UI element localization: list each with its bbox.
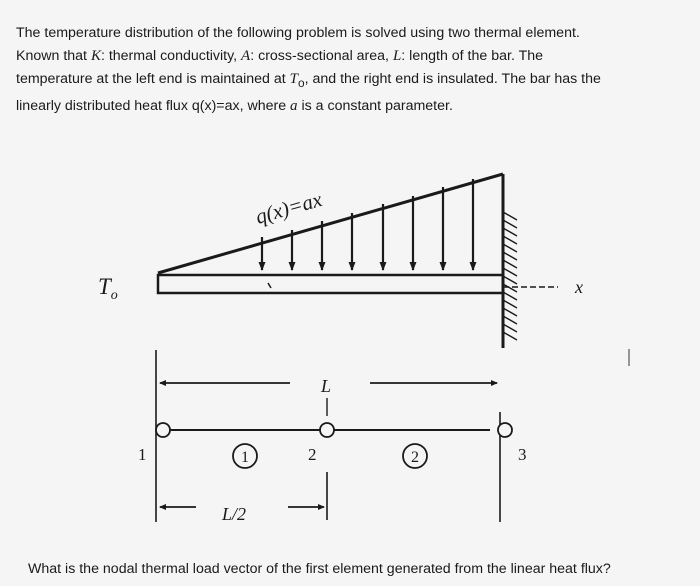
node-1 — [156, 423, 170, 437]
element-label-2: 2 — [411, 449, 419, 466]
problem-statement: The temperature distribution of the following problem is solved using two thermal element. Known that K: thermal conductivity, A: cross-sectional area, L: length of the bar. The temperature at the left end is maintained at $T_o$, and the right end is insulated. The bar has the linearly distributed heat flux q(x)=ax, where a is a constant parameter. — [16, 25, 601, 114]
node-3 — [498, 423, 512, 437]
x-axis-label: x — [575, 277, 583, 297]
insulated-wall — [503, 205, 517, 348]
problem-line-1: The temperature distribution of the following problem is solved using two thermal element. — [16, 25, 580, 41]
left-temperature-label: $T_o$ — [98, 274, 118, 303]
node-label-3: 3 — [518, 445, 527, 464]
node-label-2: 2 — [308, 445, 317, 464]
node-label-1: 1 — [138, 445, 147, 464]
question: What is the nodal thermal load vector of the first element generated from the linear heat flux? — [28, 561, 611, 577]
node-2 — [320, 423, 334, 437]
length-label: L — [321, 376, 332, 396]
bar — [158, 275, 503, 293]
element-label-1: 1 — [241, 449, 249, 466]
half-length-label: L/2 — [222, 504, 247, 524]
flux-label: q(x)=ax — [252, 187, 325, 229]
heat-flux-distribution — [158, 174, 503, 275]
